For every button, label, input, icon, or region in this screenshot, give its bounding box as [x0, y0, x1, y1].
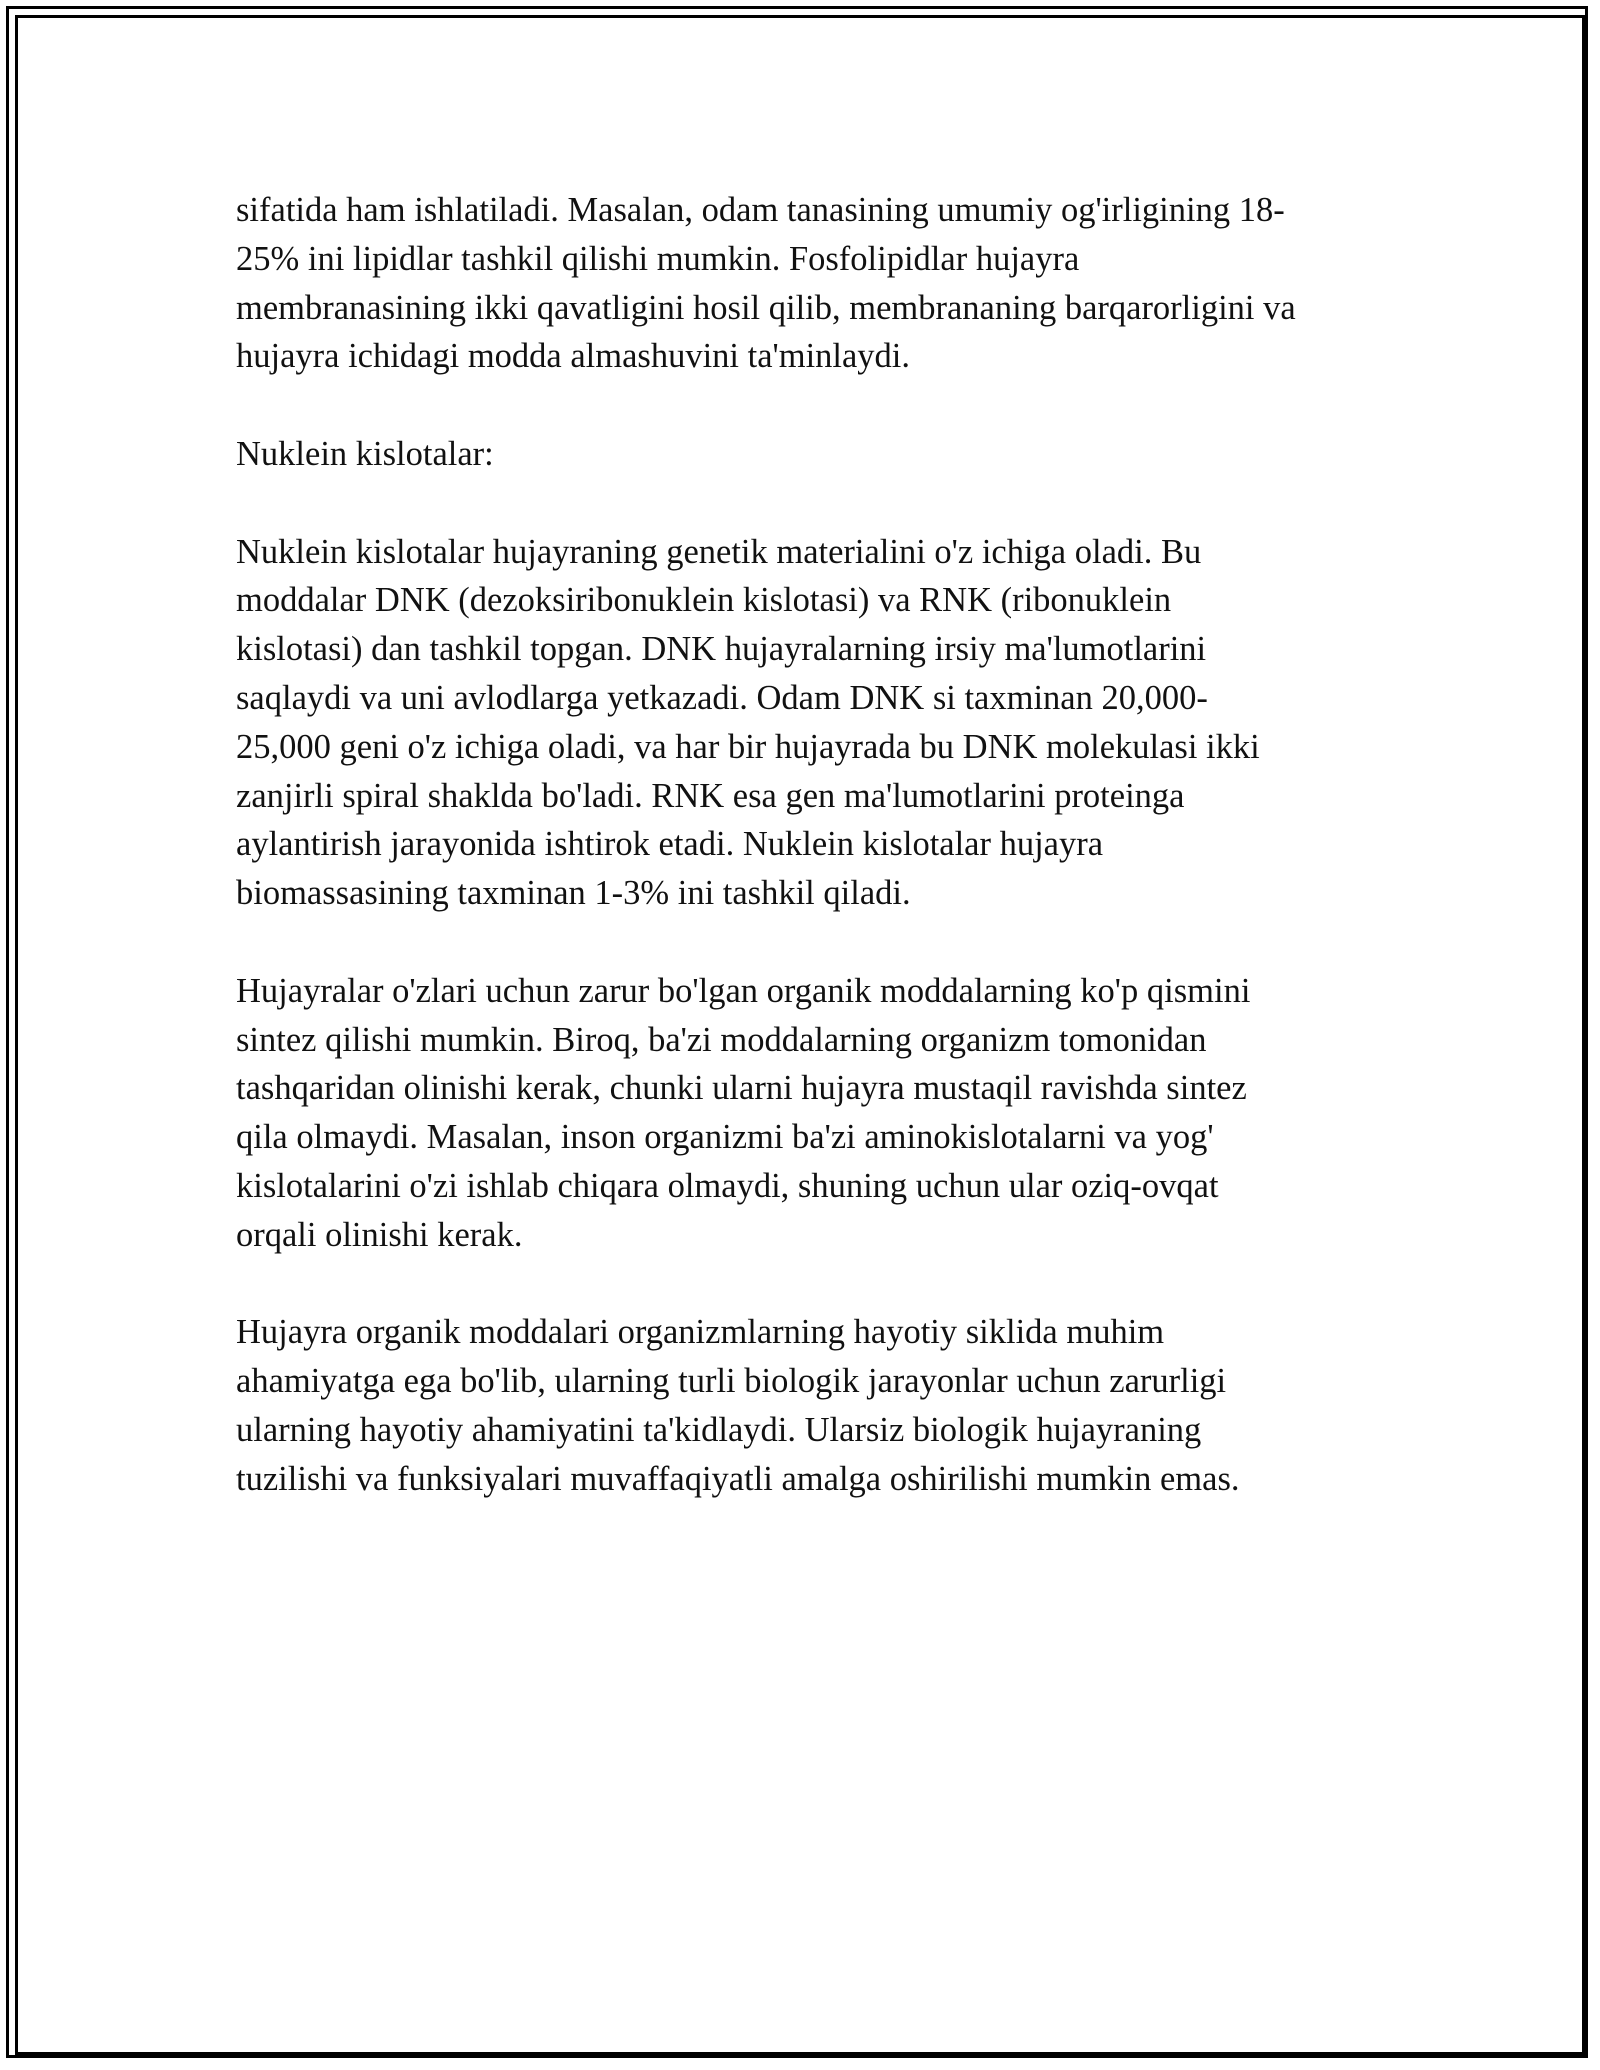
text-line: Nuklein kislotalar hujayraning genetik materialini o'z ichiga oladi. Bu: [236, 532, 1202, 571]
text-line: moddalar DNK (dezoksiribonuklein kislotasi) va RNK (ribonuklein: [236, 581, 1172, 620]
text-line: qila olmaydi. Masalan, inson organizmi ba'zi aminokislotalarni va yog': [236, 1118, 1214, 1157]
text-line: 25% ini lipidlar tashkil qilishi mumkin. Fosfolipidlar hujayra: [236, 239, 1080, 278]
section-heading-nucleic-acids: [236, 430, 1376, 479]
paragraph-nucleic-acids: [236, 528, 1376, 918]
text-line: kislotalarini o'zi ishlab chiqara olmaydi, shuning uchun ular oziq-ovqat: [236, 1166, 1219, 1205]
text-line: biomassasining taxminan 1-3% ini tashkil qiladi.: [236, 874, 911, 913]
text-line: sifatida ham ishlatiladi. Masalan, odam tanasining umumiy og'irligining 18-: [236, 191, 1285, 229]
text-line: tuzilishi va funksiyalari muvaffaqiyatli amalga oshirilishi mumkin emas.: [236, 1459, 1240, 1498]
paragraph-lipids-continued: [236, 186, 1376, 381]
text-line: sintez qilishi mumkin. Biroq, ba'zi moddalarning organizm tomonidan: [236, 1020, 1207, 1059]
text-line: Hujayra organik moddalari organizmlarning hayotiy siklida muhim: [236, 1313, 1165, 1352]
document-body: [236, 186, 1376, 1552]
text-line: membranasining ikki qavatligini hosil qilib, membrananing barqarorligini va: [236, 288, 1296, 327]
paragraph-synthesis: [236, 967, 1376, 1260]
paragraph-conclusion: [236, 1308, 1376, 1503]
text-line: orqali olinishi kerak.: [236, 1215, 523, 1254]
text-line: saqlaydi va uni avlodlarga yetkazadi. Odam DNK si taxminan 20,000-: [236, 678, 1208, 717]
text-line: ularning hayotiy ahamiyatini ta'kidlaydi. Ularsiz biologik hujayraning: [236, 1410, 1202, 1449]
text-line: zanjirli spiral shaklda bo'ladi. RNK esa gen ma'lumotlarini proteinga: [236, 776, 1185, 815]
text-line: 25,000 geni o'z ichiga oladi, va har bir hujayrada bu DNK molekulasi ikki: [236, 727, 1260, 766]
text-line: aylantirish jarayonida ishtirok etadi. Nuklein kislotalar hujayra: [236, 825, 1104, 864]
text-line: kislotasi) dan tashkil topgan. DNK hujayralarning irsiy ma'lumotlarini: [236, 630, 1207, 669]
text-line: hujayra ichidagi modda almashuvini ta'minlaydi.: [236, 337, 911, 376]
text-line: ahamiyatga ega bo'lib, ularning turli biologik jarayonlar uchun zarurligi: [236, 1362, 1227, 1401]
text-line: Nuklein kislotalar:: [236, 434, 494, 473]
text-line: tashqaridan olinishi kerak, chunki ularni hujayra mustaqil ravishda sintez: [236, 1069, 1247, 1108]
text-line: Hujayralar o'zlari uchun zarur bo'lgan organik moddalarning ko'p qismini: [236, 971, 1251, 1010]
